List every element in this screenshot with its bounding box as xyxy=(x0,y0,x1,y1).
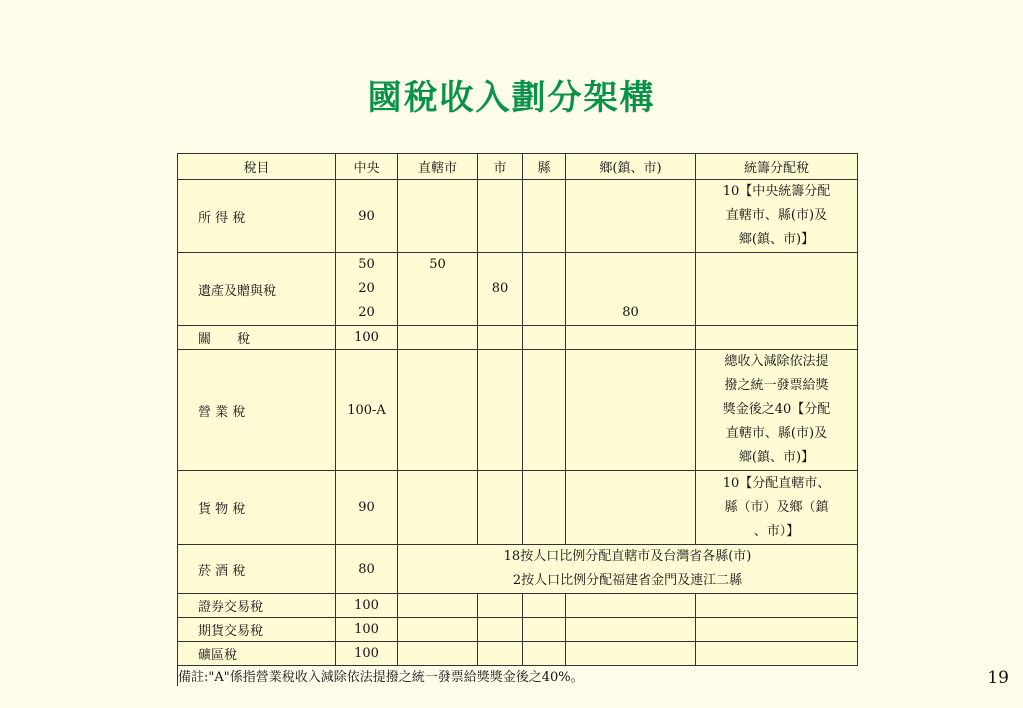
shared-note: 10【分配直轄市、 縣（市）及鄉（鎮 、市）】 xyxy=(696,471,858,545)
city-value: 80 xyxy=(491,281,509,296)
tax-name: 遺產及贈與稅 xyxy=(178,253,336,326)
page-title: 國稅收入劃分架構 xyxy=(367,78,656,118)
shared-note: 18按人口比例分配直轄市及台灣省各縣(市) 2按人口比例分配福建省金門及連江二縣 xyxy=(398,545,858,594)
tax-name: 礦區稅 xyxy=(178,642,336,666)
table-row xyxy=(178,253,858,326)
table-row xyxy=(178,180,858,253)
township-value: 80 xyxy=(622,305,639,320)
table-row xyxy=(178,594,858,618)
header-city: 市 xyxy=(478,154,523,180)
shared-note: 總收入減除依法提 撥之統一發票給獎 獎金後之40【分配 直轄市、縣(市)及 鄉(鎮、市)】 xyxy=(696,350,858,471)
central-share: 100 xyxy=(336,594,398,618)
central-share: 80 xyxy=(336,545,398,594)
header-row xyxy=(178,154,858,180)
tax-name: 期貨交易稅 xyxy=(178,618,336,642)
central-share: 100 xyxy=(336,326,398,350)
central-share: 90 xyxy=(336,180,398,253)
table-row xyxy=(178,618,858,642)
header-county: 縣 xyxy=(523,154,566,180)
township-share xyxy=(566,253,696,326)
central-share: 100-A xyxy=(336,350,398,471)
central-share-line: 50 xyxy=(358,257,375,272)
municipality-share xyxy=(398,253,478,326)
header-township: 鄉(鎮、市) xyxy=(566,154,696,180)
table-row xyxy=(178,545,858,594)
tax-allocation-table xyxy=(177,153,858,666)
municipality-value: 50 xyxy=(429,257,446,272)
central-share-line: 20 xyxy=(358,281,375,296)
central-share: 100 xyxy=(336,618,398,642)
central-share: 90 xyxy=(336,471,398,545)
central-share: 100 xyxy=(336,642,398,666)
footnote: 備註:"A"係指營業稅收入減除依法提撥之統一發票給獎獎金後之40%。 xyxy=(178,670,584,685)
tax-name: 營 業 稅 xyxy=(178,350,336,471)
table-row xyxy=(178,350,858,471)
header-municipality: 直轄市 xyxy=(398,154,478,180)
central-share xyxy=(336,253,398,326)
header-shared: 統籌分配稅 xyxy=(696,154,858,180)
tax-name: 菸 酒 稅 xyxy=(178,545,336,594)
tax-name: 所 得 稅 xyxy=(178,180,336,253)
table-row xyxy=(178,642,858,666)
shared-note: 10【中央統籌分配 直轄市、縣(市)及 鄉(鎮、市)】 xyxy=(696,180,858,253)
central-share-line: 20 xyxy=(358,305,375,320)
tax-name: 貨 物 稅 xyxy=(178,471,336,545)
table-row xyxy=(178,326,858,350)
header-central: 中央 xyxy=(336,154,398,180)
tax-name: 關 稅 xyxy=(178,326,336,350)
table-row xyxy=(178,471,858,545)
city-share xyxy=(478,253,523,326)
header-tax-item: 稅目 xyxy=(178,154,336,180)
tax-name: 證券交易稅 xyxy=(178,594,336,618)
page-number: 19 xyxy=(987,668,1009,688)
